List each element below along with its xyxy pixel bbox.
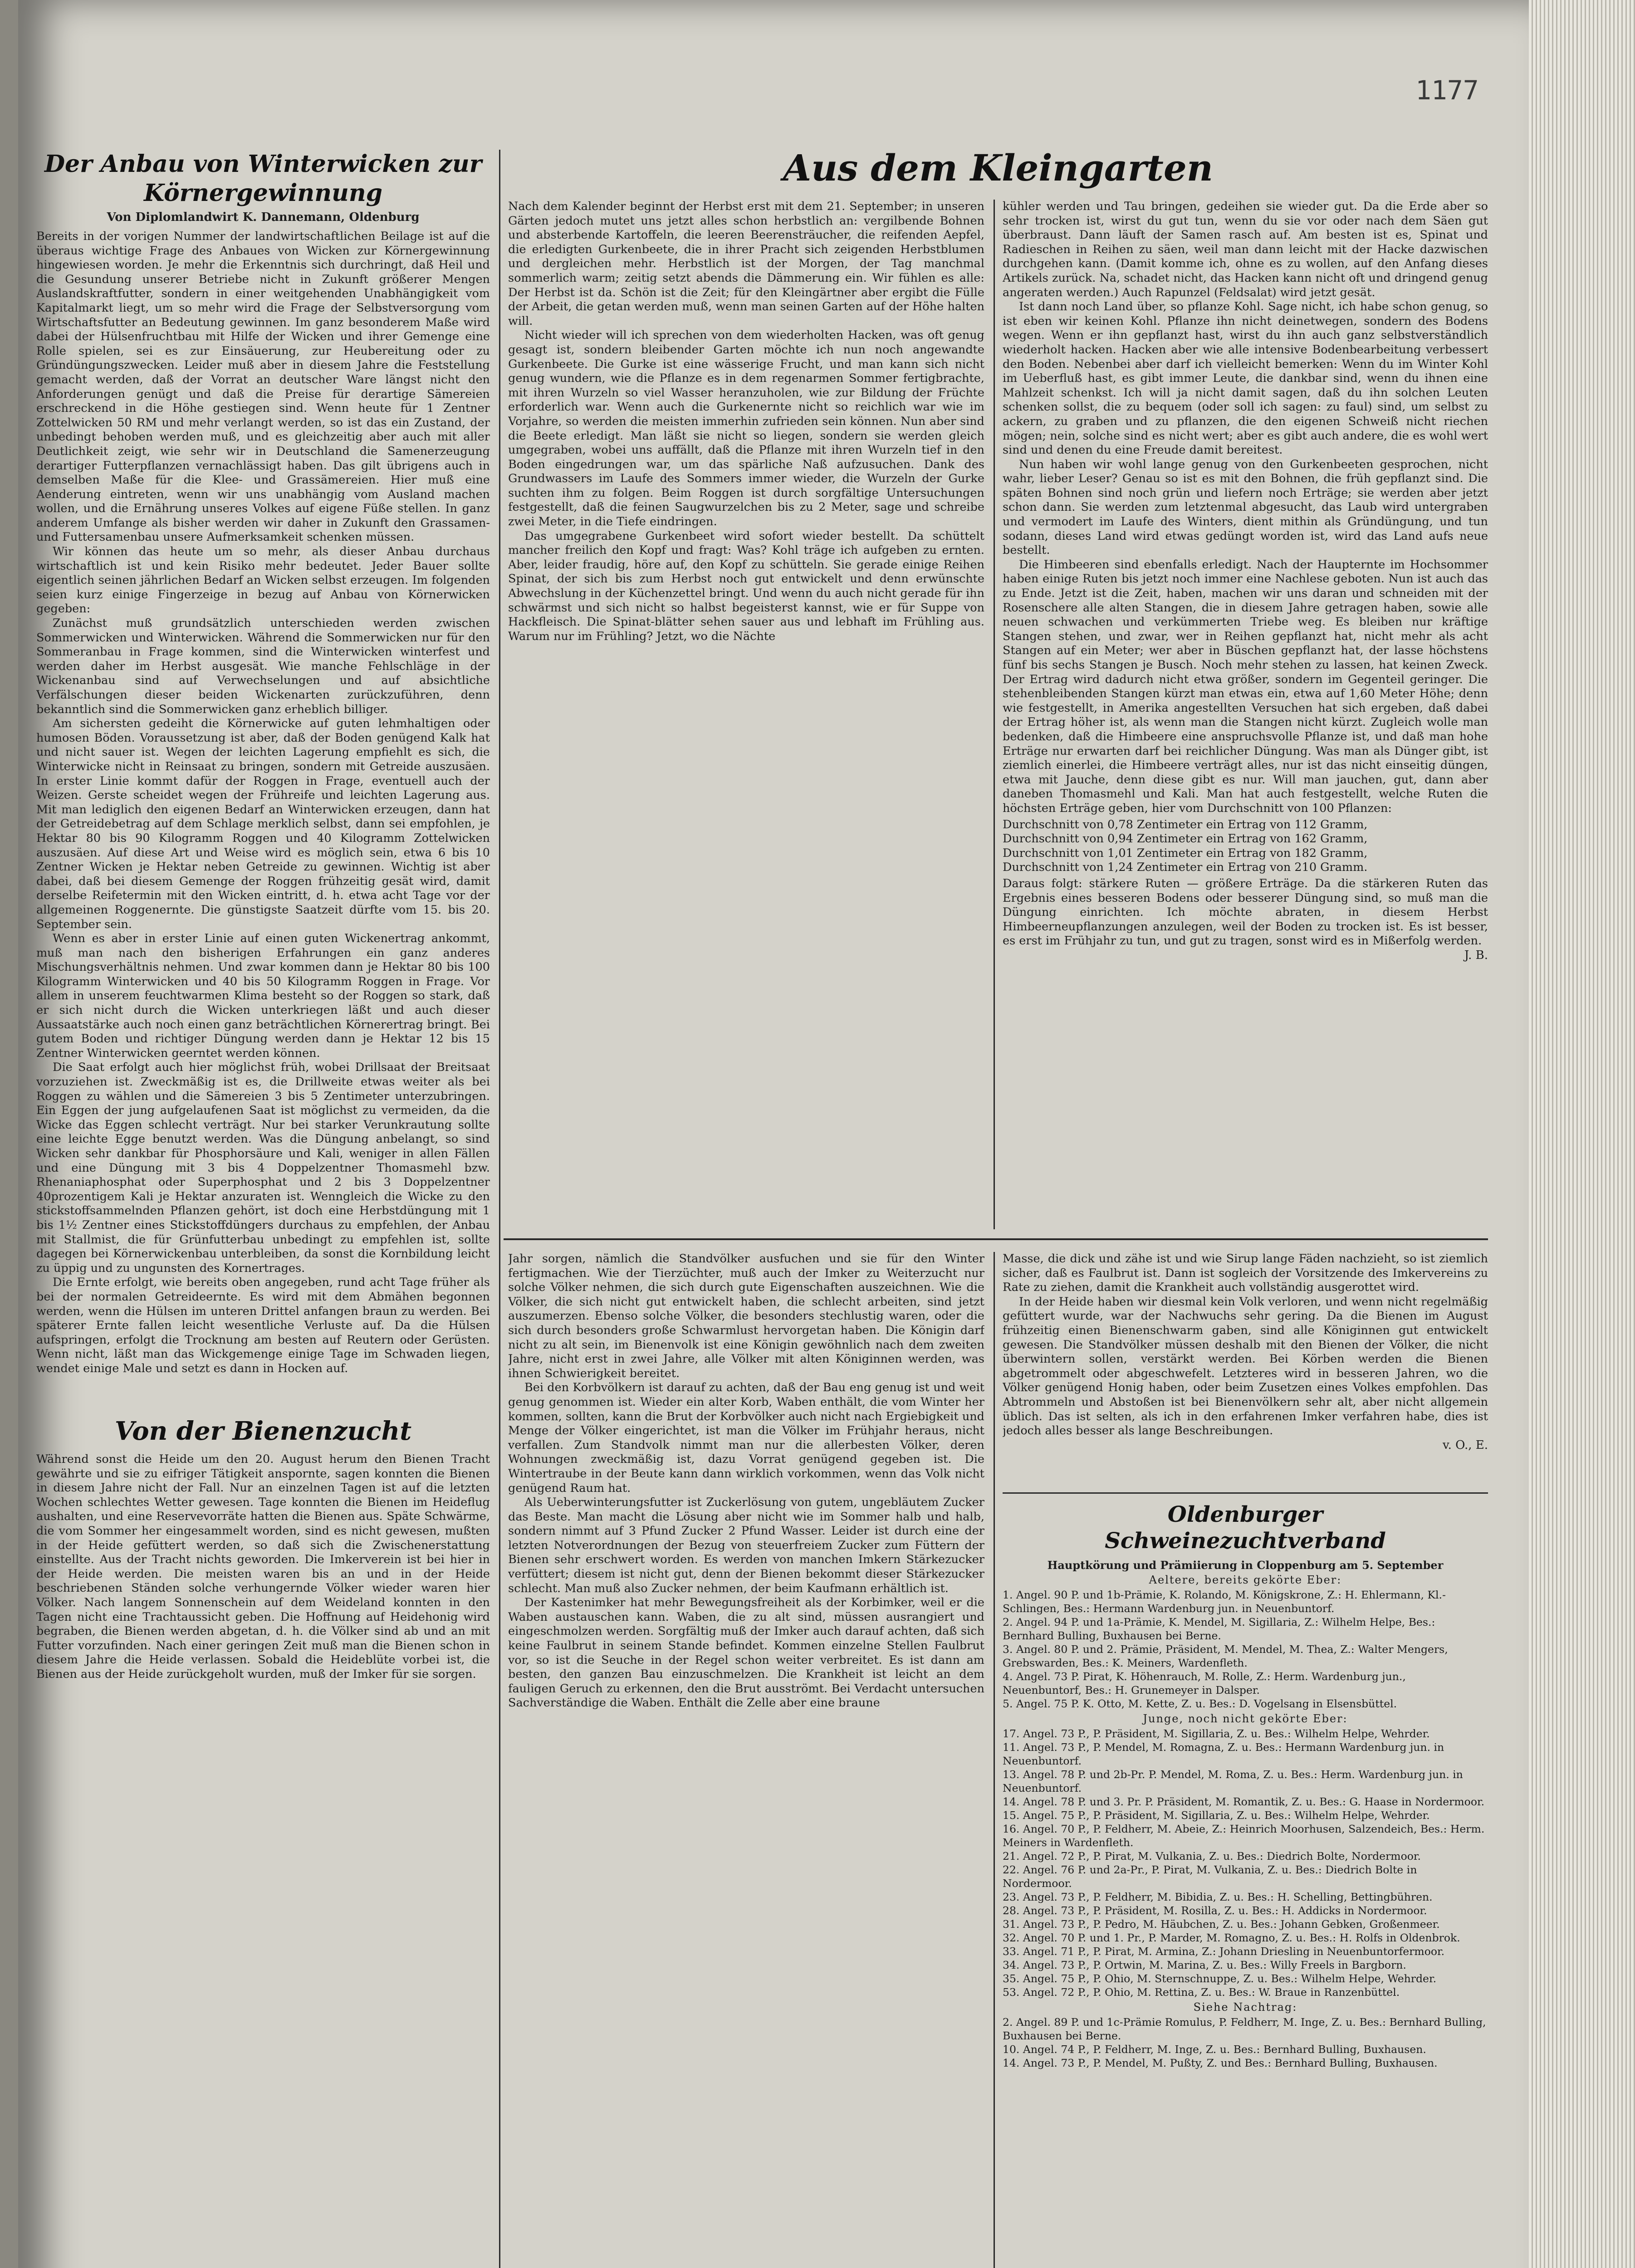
list-item: 13. Angel. 78 P. und 2b-Pr. P. Mendel, M. Roma, Z. u. Bes.: Herm. Wardenburg jun. in Neuenbuntorf. [1003, 1768, 1463, 1794]
list-item: 32. Angel. 70 P. und 1. Pr., P. Marder, M. Romagno, Z. u. Bes.: H. Rolfs in Oldenbrok. [1003, 1931, 1460, 1944]
paragraph: Am sichersten gedeiht die Körnerwicke auf guten lehmhaltigen oder humosen Böden. Voraussetzung ist aber, daß der Boden genügend Kalk hat und nicht sauer ist. Wegen der leichten Lagerung empfiehlt es sich, die Winterwicke nicht in Reinsaat zu bringen, sondern mit Getreide auszusäen. In erster Linie kommt dafür der Roggen in Frage, eventuell auch der Weizen. Gerste scheidet wegen der Frühreife und leichten Lagerung aus. Mit man lediglich den eigenen Bedarf an Winterwicken erzeugen, dann hat der Getreidebetrag auf dem Schlage merklich selbst, dann sei empfohlen, je Hektar 80 bis 90 Kilogramm Roggen und 40 Kilogramm Zottelwicken auszusäen. Auf diese Art und Weise wird es möglich sein, etwa 6 bis 10 Zentner Wicken je Hektar neben Getreide zu gewinnen. Wichtig ist aber dabei, daß bei diesem Gemenge der Roggen frühzeitig gesät wird, damit derselbe Reifetermin mit den Wicken eintritt, d. h. etwa acht Tage vor der allgemeinen Roggenernte. Die günstigste Saatzeit dürfte vom 15. bis 20. September sein. [36, 717, 490, 931]
list-item: 14. Angel. 73 P., P. Mendel, M. Pußty, Z. und Bes.: Bernhard Bulling, Buxhausen. [1003, 2057, 1438, 2069]
column-divider [994, 200, 995, 1229]
section-divider [1003, 1492, 1488, 1494]
list-item: 14. Angel. 78 P. und 3. Pr. P. Präsident, M. Romantik, Z. u. Bes.: G. Haase in Nordermoor. [1003, 1795, 1485, 1808]
paragraph: Ist dann noch Land über, so pflanze Kohl. Sage nicht, ich habe schon genug, so ist eben wir keinen Kohl. Pflanze ihn nicht deinetwegen, sondern des Bodens wegen. Wenn er ihn gepflanzt hast, wirst du ihn auch ganz selbstverständlich wiederholt hacken. Hacken aber wie alle intensive Bodenbearbeitung verbessert den Boden. Nebenbei aber darf ich vielleicht bemerken: Wenn du im Winter Kohl im Ueberfluß hast, es gibt immer Leute, die dankbar sind, wenn du ihnen eine Mahlzeit schenkst. Ich will ja nicht damit sagen, daß du ihn solchen Leuten schenken sollst, die zu bequem (oder soll ich sagen: zu faul) sind, um selbst zu ackern, zu graben und zu pflanzen, die den eigenen Schweiß nicht riechen mögen; nein, solche sind es nicht wert; aber es gibt auch andere, die es wohl wert sind und denen du eine Freude damit bereitest. [1003, 300, 1488, 457]
list-item: 4. Angel. 73 P. Pirat, K. Höhenrauch, M. Rolle, Z.: Herm. Wardenburg jun., Neuenbuntorf, Bes.: H. Grunemeyer in Dalsper. [1003, 1670, 1406, 1696]
list-item: 53. Angel. 72 P., P. Ohio, M. Rettina, Z. u. Bes.: W. Braue in Ranzenbüttel. [1003, 1986, 1400, 1999]
yield-line: Durchschnitt von 1,01 Zentimeter ein Ertrag von 182 Gramm, [1003, 846, 1368, 860]
paragraph: Bei den Korbvölkern ist darauf zu achten, daß der Bau eng genug ist und weit genug genommen ist. Wieder ein alter Korb, Waben enthält, die vom Winter her kommen, sollten, kann die Brut der Korbvölker auch nicht nach Ergiebigkeit und Menge der Völker eingerichtet, ist man die Völker im Frühjahr heraus, nicht verfallen. Zum Standvolk nimmt man nur die allerbesten Völker, deren Wohnungen zweckmäßig ist, dazu Vorrat genügend gegeben ist. Die Wintertraube in der Beute kann dann wirklich vorkommen, wenn das Volk nicht genügend Raum hat. [508, 1381, 984, 1495]
paragraph: Die Himbeeren sind ebenfalls erledigt. Nach der Haupternte im Hochsommer haben einige Ruten bis jetzt noch immer eine Nachlese geboten. Nun ist auch das zu Ende. Jetzt ist die Zeit, haben, machen wir uns daran und schneiden mit der Rosenschere alle alten Stangen, die in diesem Jahre getragen haben, sowie alle neuen schwachen und verkümmerten Triebe weg. Es bleiben nur kräftige Stangen stehen, und zwar, wer in Reihen gepflanzt hat, nicht mehr als acht Stangen auf ein Meter; wer aber in Büschen gepflanzt hat, der lasse höchstens fünf bis sechs Stangen je Busch. Noch mehr stehen zu lassen, hat keinen Zweck. Der Ertrag wird dadurch nicht etwa größer, sondern im Gegenteil geringer. Die stehenbleibenden Stangen kürzt man etwas ein, etwa auf 1,60 Meter Höhe; denn wie festgestellt, in Amerika angestellten Versuchen hat sich ergeben, daß dabei der Ertrag höher ist, als wenn man die Stangen nicht kürzt. Zugleich wolle man bedenken, daß die Himbeere eine anspruchsvolle Pflanze ist, und daß man hohe Erträge nur erwarten darf bei reichlicher Düngung. Was man als Dünger gibt, ist ziemlich einerlei, die Himbeere verträgt alles, nur ist das nicht einseitig düngen, etwa mit Jauche, denn diese gibt es nur. Will man jauchen, gut, dann aber daneben Thomasmehl und Kali. Man hat auch festgestellt, welche Ruten die höchsten Erträge geben, hier vom Durchschnitt von 100 Pflanzen: [1003, 557, 1488, 815]
article-title: Von der Bienenzucht [114, 1416, 412, 1446]
list-item: 15. Angel. 75 P., P. Präsident, M. Sigillaria, Z. u. Bes.: Wilhelm Helpe, Wehrder. [1003, 1809, 1430, 1822]
page-edge-stack [1529, 0, 1635, 2268]
list-item: 2. Angel. 94 P. und 1a-Prämie, K. Mendel, M. Sigillaria, Z.: Wilhelm Helpe, Bes.: Bernhard Bulling, Buxhausen bei Berne. [1003, 1616, 1435, 1642]
list-item: 21. Angel. 72 P., P. Pirat, M. Vulkania, Z. u. Bes.: Diedrich Bolte, Nordermoor. [1003, 1850, 1421, 1862]
paragraph: Das umgegrabene Gurkenbeet wird sofort wieder bestellt. Da schüttelt mancher freilich den Kopf und fragt: Was? Kohl träge ich aufgeben zu ernten. Aber, leider fraudig, höre auf, den Kopf zu schütteln. Sie gerade einige Reihen Spinat, der sich bis zum Herbst noch gut entwickelt und denn erwünschte Abwechslung in der Küchenzettel bringt. Und wenn du auch nicht gerade für ihn schwärmst und sich nicht so halbst begeisterst kannst, wie er für Suppe von Hackfleisch. Die Spinat-blätter sehen sauer aus und lebhaft im Frühling aus. Warum nur im Frühling? Jetzt, wo die Nächte [508, 529, 984, 643]
list-item: 16. Angel. 70 P., P. Feldherr, M. Abeie, Z.: Heinrich Moorhusen, Salzendeich, Bes.: Herm. Meiners in Wardenfleth. [1003, 1823, 1485, 1849]
paragraph: Die Ernte erfolgt, wie bereits oben angegeben, rund acht Tage früher als bei der normalen Getreideernte. Es wird mit dem Abmähen begonnen werden, wenn die Hülsen im unteren Drittel anfangen braun zu werden. Bei späterer Ernte fallen leicht wesentliche Verluste auf. Da die Hülsen aufspringen, erfolgt die Trocknung am besten auf Reutern oder Gerüsten. Wenn nicht, läßt man das Wickgemenge einige Tage im Schwaden liegen, wendet einige Male und setzt es dann in Hocken auf. [36, 1276, 490, 1375]
list-item: 34. Angel. 73 P., P. Ortwin, M. Marina, Z. u. Bes.: Willy Freels in Bargborn. [1003, 1959, 1406, 1971]
column-divider [994, 1252, 995, 2268]
author-signature: J. B. [1464, 948, 1488, 962]
list-item: 35. Angel. 75 P., P. Ohio, M. Sternschnuppe, Z. u. Bes.: Wilhelm Helpe, Wehrder. [1003, 1972, 1437, 1985]
list-heading: Siehe Nachtrag: [1193, 2001, 1297, 2014]
paragraph: Nun haben wir wohl lange genug von den Gurkenbeeten gesprochen, nicht wahr, lieber Leser? Genau so ist es mit den Bohnen, die früh gepflanzt sind. Die späten Bohnen sind noch grün und liefern noch Erträge; sie werden aber jetzt schon dann. Sie werden zum letztenmal abgesucht, das Laub wird untergraben und vermodert im Laufe des Winters, dient mithin als Gründüngung, und tun sodann, dieses Land wird etwas gedüngt worden ist, wird das Land aufs neue bestellt. [1003, 457, 1488, 557]
paragraph: Wir können das heute um so mehr, als dieser Anbau durchaus wirtschaftlich ist und kein Risiko mehr bedeutet. Jeder Bauer sollte eigentlich seinen jährlichen Bedarf an Wicken selbst erzeugen. Im folgenden seien kurz einige Fingerzeige in bezug auf Anbau von Körnerwicken gegeben: [36, 545, 490, 616]
list-heading: Aeltere, bereits gekörte Eber: [1149, 1574, 1342, 1586]
list-item: 17. Angel. 73 P., P. Präsident, M. Sigillaria, Z. u. Bes.: Wilhelm Helpe, Wehrder. [1003, 1727, 1430, 1740]
article-bienenzucht-continued [508, 1252, 984, 2268]
boar-list-addendum [1003, 2015, 1488, 2070]
list-item: 2. Angel. 89 P. und 1c-Prämie Romulus, P. Feldherr, M. Inge, Z. u. Bes.: Bernhard Bulling, Buxhausen bei Berne. [1003, 2016, 1486, 2042]
list-item: 5. Angel. 75 P. K. Otto, M. Kette, Z. u. Bes.: D. Vogelsang in Elsensbüttel. [1003, 1697, 1397, 1710]
paragraph: Jahr sorgen, nämlich die Standvölker ausfuchen und sie für den Winter fertigmachen. Wie der Tierzüchter, muß auch der Imker zu Weiterzucht nur solche Völker nehmen, die sich durch gute Eigenschaften auszeichnen. Wie die Völker, die sich nicht gut entwickelt haben, die schlecht arbeiten, sind jetzt auszumerzen. Ebenso solche Völker, die besonders stechlustig waren, oder die sich durch besonders große Schwarmlust hervorgetan haben. Die Königin darf nicht zu alt sein, im Bienenvolk ist eine Königin gewöhnlich nach dem zweiten Jahre, nicht erst in zwei Jahre, alle Völker mit alten Königinnen werden, was ihnen Schwierigkeit bereitet. [508, 1252, 984, 1380]
article-byline: Von Diplomlandwirt K. Dannemann, Oldenburg [107, 210, 420, 224]
article-bienenzucht-end [1003, 1252, 1488, 1488]
paragraph: In der Heide haben wir diesmal kein Volk verloren, und wenn nicht regelmäßig gefüttert wurde, war der Nachwuchs sehr gering. Da die Bienen im August frühzeitig einen Bienenschwarm gaben, sind alle Königinnen gut entwickelt gewesen. Die Standvölker müssen deshalb mit den Bienen der Völker, die nicht überwintern sollen, verstärkt werden. Bei Körben werden die Bienen abgetrommelt oder abgeschwefelt. Letzteres wird in besseren Jahren, wo die Völker genügend Honig haben, oder beim Zusetzen eines Volkes empfohlen. Das Abtrommeln und Abstoßen ist bei Bienenvölkern sehr alt, aber nicht allgemein üblich. Das ist selten, als ich in den erfahrenen Imker verfahren habe, dies ist jedoch alles besser als lange Beschreibungen. [1003, 1295, 1488, 1438]
article-body [36, 230, 490, 1376]
paragraph: Bereits in der vorigen Nummer der landwirtschaftlichen Beilage ist auf die überaus wichtige Frage des Anbaues von Wicken zur Körnergewinnung hingewiesen worden. Je mehr die Erkenntnis sich durchringt, daß Heil und die Gesundung unserer Betriebe nicht in Zukunft größerer Mengen Auslandskraftfutter, sondern in einer weitgehenden Unabhängigkeit vom Kapitalmarkt liegt, um so mehr wird die Frage der Selbstversorgung vom Wirtschaftsfutter an Bedeutung gewinnen. Im ganz besonderem Maße wird dabei der Hülsenfruchtbau mit Hilfe der Wicken und ihrer Gemenge eine Rolle spielen, sei es zur Einsäuerung, zur Heubereitung oder zu Gründüngungszwecken. Leider muß aber in diesem Jahre die Feststellung gemacht werden, daß der Vorrat an deutscher Ware längst nicht den Anforderungen genügt und daß die Preise für derartige Sämereien erschreckend in die Höhe gestiegen sind. Wenn heute für 1 Zentner Zottelwicken 50 RM und mehr verlangt werden, so ist das ein Zustand, der unbedingt behoben werden muß, und es gleichzeitig aber auch mit aller Deutlichkeit zeigt, wie sehr wir in Deutschland die Samenerzeugung derartiger Futterpflanzen vernachlässigt haben. Das gilt übrigens auch in demselben Maße für die Klee- und Grassämereien. Hier muß eine Aenderung eintreten, wenn wir uns unabhängig vom Ausland machen wollen, und die Ernährung unseres Volkes auf eigene Füße stellen. In ganz anderem Umfange als bisher werden wir daher in Zukunft den Grassamen- und Futtersamenbau unsere Aufmerksamkeit schenken müssen. [36, 230, 490, 544]
yield-line: Durchschnitt von 1,24 Zentimeter ein Ertrag von 210 Gramm. [1003, 860, 1368, 875]
list-item: 31. Angel. 73 P., P. Pedro, M. Häubchen, Z. u. Bes.: Johann Gebken, Großenmeer. [1003, 1918, 1440, 1931]
author-signature: v. O., E. [1443, 1438, 1488, 1452]
paragraph: kühler werden und Tau bringen, gedeihen sie wieder gut. Da die Erde aber so sehr trocken ist, wirst du gut tun, wenn du sie vor oder nach dem Säen gut überbraust. Dann läuft der Samen rasch auf. Am besten ist es, Spinat und Radieschen in Reihen zu säen, weil man dann leicht mit der Hacke dazwischen durchgehen kann. (Damit komme ich, ohne es zu wollen, auf den Anfang dieses Artikels zurück. Na, schadet nicht, das Hacken kann nicht oft und dringend genug angeraten werden.) Auch Rapunzel (Feldsalat) wird jetzt gesät. [1003, 200, 1488, 299]
list-item: 1. Angel. 90 P. und 1b-Prämie, K. Rolando, M. Königskrone, Z.: H. Ehlermann, Kl.-Schlingen, Bes.: Hermann Wardenburg jun. in Neuenbuntorf. [1003, 1589, 1446, 1615]
article-title: Aus dem Kleingarten [783, 147, 1213, 189]
article-kleingarten-header [508, 145, 1488, 195]
column-divider [499, 150, 500, 2268]
boar-list-young [1003, 1727, 1488, 1999]
list-item: 10. Angel. 74 P., P. Feldherr, M. Inge, Z. u. Bes.: Bernhard Bulling, Buxhausen. [1003, 2043, 1426, 2056]
yield-line: Durchschnitt von 0,78 Zentimeter ein Ertrag von 112 Gramm, [1003, 817, 1368, 831]
list-item: 3. Angel. 80 P. und 2. Prämie, Präsident, M. Mendel, M. Thea, Z.: Walter Mengers, Grebswarden, Bes.: K. Meiners, Wardenfleth. [1003, 1643, 1448, 1669]
paragraph: Der Kastenimker hat mehr Bewegungsfreiheit als der Korbimker, weil er die Waben austauschen kann. Waben, die zu alt sind, müssen ausrangiert und eingeschmolzen werden. Sorgfältig muß der Imker auch darauf achten, daß sich keine Faulbrut in seinem Stande befindet. Kommen einzelne Stellen Faulbrut vor, so ist die Seuche in der Regel schon weiter verbreitet. Es ist dann am besten, den ganzen Bau einzuschmelzen. Die Krankheit ist leicht an dem fauligen Geruch zu erkennen, den die Brut ausströmt. Bei Verdacht untersuchen Sachverständige die Waben. Enthält die Zelle aber eine braune [508, 1596, 984, 1710]
list-item: 33. Angel. 71 P., P. Pirat, M. Armina, Z.: Johann Driesling in Neuenbuntorfermoor. [1003, 1945, 1445, 1958]
article-kleingarten-continued [1003, 200, 1488, 1229]
paragraph: Zunächst muß grundsätzlich unterschieden werden zwischen Sommerwicken und Winterwicken. Während die Sommerwicken nur für den Sommeranbau in Frage kommen, sind die Winterwicken winterfest und werden daher im Herbst ausgesät. Wie manche Fehlschläge in der Wickenanbau sind auf Verwechselungen und auf absichtliche Verfälschungen dieser beiden Wickenarten zurückzuführen, denn bekanntlich sind die Sommerwicken ganz erheblich billiger. [36, 616, 490, 716]
page-number: 1177 [1415, 75, 1479, 106]
article-winterwicken [36, 150, 490, 1397]
article-title: Oldenburger Schweinezuchtverband [1105, 1502, 1386, 1554]
list-item: 23. Angel. 73 P., P. Feldherr, M. Bibidia, Z. u. Bes.: H. Schelling, Bettingbühren. [1003, 1891, 1433, 1903]
article-bienenzucht [36, 1415, 490, 2268]
paragraph: Daraus folgt: stärkere Ruten — größere Erträge. Da die stärkeren Ruten das Ergebnis eines besseren Bodens oder besserer Düngung sind, so muß man die Düngung einrichten. Ich möchte abraten, in diesem Herbst Himbeerneupflanzungen anzulegen, weil der Boden zu trocken ist. Es ist besser, es erst im Frühjahr zu tun, und gut zu tragen, sonst wird es in Mißerfolg werden. [1003, 876, 1488, 948]
yield-table [1003, 818, 1488, 875]
boar-list-older [1003, 1588, 1488, 1711]
paragraph: Als Ueberwinterungsfutter ist Zuckerlösung von gutem, ungebläutem Zucker das Beste. Man macht die Lösung aber nicht wie im Sommer halb und halb, sondern nimmt auf 3 Pfund Zucker 2 Pfund Wasser. Leider ist durch eine der letzten Notverordnungen der Bezug von steuerfreiem Zucker zum Füttern der Bienen sehr erschwert worden. Es werden von manchen Imkern Stärkezucker verfüttert; diesem ist nicht gut, denn der Bienen bekommt dieser Stärkezucker schlecht. Man muß also Zucker nehmen, der beim Kaufmann erhältlich ist. [508, 1496, 984, 1595]
article-schweinezucht [1003, 1501, 1488, 2268]
section-subtitle: Hauptkörung und Prämiierung in Cloppenburg am 5. September [1047, 1559, 1444, 1572]
paragraph: Nach dem Kalender beginnt der Herbst erst mit dem 21. September; in unseren Gärten jedoch mutet uns jetzt alles schon herbstlich an: vergilbende Bohnen und absterbende Kartoffeln, die leeren Beerensträucher, die reifenden Aepfel, die erledigten Gurkenbeete, die in ihrer Pracht sich zeigenden Herbstblumen und dergleichen mehr. Herbstlich ist der Morgen, der Tag manchmal sommerlich warm; zeitig setzt abends die Dämmerung ein. Wir fühlen es alle: Der Herbst ist da. Schön ist die Zeit; für den Kleingärtner aber ergibt die Fülle der Arbeit, die getan werden muß, wenn man seinen Garten auf der Höhe halten will. [508, 200, 984, 328]
paragraph: Wenn es aber in erster Linie auf einen guten Wickenertrag ankommt, muß man nach den bisherigen Erfahrungen ein ganz anderes Mischungsverhältnis nehmen. Und zwar kommen dann je Hektar 80 bis 100 Kilogramm Winterwicken und 40 bis 50 Kilogramm Roggen in Frage. Vor allem in unserem feuchtwarmen Klima besteht so der Roggen so stark, daß er sich nicht durch die Wicken unterkriegen läßt und auch dieser Aussaatstärke auch noch einen ganz beträchtlichen Körnerertrag bringt. Bei gutem Boden und richtiger Düngung werden dann je Hektar 12 bis 15 Zentner Winterwicken geerntet werden können. [36, 932, 490, 1060]
yield-line: Durchschnitt von 0,94 Zentimeter ein Ertrag von 162 Gramm, [1003, 832, 1368, 846]
paragraph: Die Saat erfolgt auch hier möglichst früh, wobei Drillsaat der Breitsaat vorzuziehen ist. Zweckmäßig ist es, die Drillweite etwas weiter als bei Roggen zu wählen und die Sämereien 3 bis 5 Zentimeter unterzubringen. Ein Eggen der jung aufgelaufenen Saat ist möglichst zu vermeiden, da die Wicke das Eggen schlecht verträgt. Nur bei starker Verunkrautung sollte eine leichte Egge benutzt werden. Was die Düngung anbelangt, so sind Wicken sehr dankbar für Phosphorsäure und Kali, weniger in allen Fällen und eine Düngung mit 3 bis 4 Doppelzentner Thomasmehl bzw. Rhenaniaphosphat oder Superphosphat und 2 bis 3 Doppelzentner 40prozentigem Kali je Hektar anzuraten ist. Wenngleich die Wicke zu den stickstoffsammelnden Pflanzen gehört, ist doch eine Herbstdüngung mit 1 bis 1½ Zentner eines Stickstoffdüngers durchaus zu empfehlen, der Anbau mit Stallmist, die für Grünfutterbau unbedingt zu empfehlen ist, sollte dagegen bei Körnerwickenbau unterbleiben, da sonst die Kornbildung leicht zu üppig und zu ungunsten des Kornertrages. [36, 1061, 490, 1275]
paragraph: Masse, die dick und zähe ist und wie Sirup lange Fäden nachzieht, so ist ziemlich sicher, daß es Faulbrut ist. Dann ist sogleich der Vorsitzende des Imkervereins zu Rate zu ziehen, damit die Krankheit auch vollständig ausgerottet wird. [1003, 1252, 1488, 1295]
list-heading: Junge, noch nicht gekörte Eber: [1143, 1712, 1348, 1725]
paragraph: Während sonst die Heide um den 20. August herum den Bienen Tracht gewährte und sie zu eifriger Tätigkeit anspornte, sagen konnten die Bienen in diesem Jahre nicht der Fall. Nur an einzelnen Tagen ist auf die letzten Wochen schlechtes Wetter gewesen. Tage konnten die Bienen im Heideflug aushalten, und eine Reservevorräte hatten die Bienen aus. Späte Schwärme, die vom Sommer her eingesammelt worden, sind es nicht gewesen, mußten in der Heide gefüttert werden, so daß sich die Zwischenerstattung einstellte. Aus der Tracht nichts geworden. Die Imkerverein ist bei hier in der Heide werden. Die meisten waren bis an und in der Heide beschriebenen Ständen solche verhungernde Völker wieder waren hier Völker. Nach langem Sonnenschein auf dem Weideland konnten in den Tagen nicht eine Trachtaussicht geben. Die Hoffnung auf Heidehonig wird begraben, die Bienen werden abgetan, d. h. die Völker sind ab und an mit Futter vorzufinden. Nach einer geringen Zeit muß man die Bienen schon in diesem Jahre die Heide verlassen. Sobald die Heideblüte vorbei ist, die Bienen aus der Heide zurückgeholt wurden, muß der Imker für sie sorgen. [36, 1452, 490, 1681]
article-kleingarten [508, 200, 984, 1225]
list-item: 11. Angel. 73 P., P. Mendel, M. Romagna, Z. u. Bes.: Hermann Wardenburg jun. in Neuenbuntorf. [1003, 1741, 1444, 1767]
paragraph: Nicht wieder will ich sprechen von dem wiederholten Hacken, was oft genug gesagt ist, sondern bleibender Garten möchte ich nun noch angewandte Gurkenbeete. Die Gurke ist eine wässerige Frucht, und man kann sich nicht genug wundern, wie die Pflanze es in dem regenarmen Sommer fertigbrachte, mit ihren Wurzeln so viel Wasser heranzuholen, wie zur Bildung der Früchte erforderlich war. Wenn auch die Gurkenernte nicht so reichlich war wie im Vorjahre, so werden die meisten immerhin zufrieden sein können. Nun aber sind die Beete erledigt. Man läßt sie nicht so liegen, sondern sie werden gleich umgegraben, wobei uns auffällt, daß die Pflanze mit ihren Wurzeln tief in den Boden eingedrungen war, um das spärliche Naß aufzusuchen. Dank des Grundwassers im Laufe des Sommers immer wieder, die Wurzeln der Gurke suchten ihm zu folgen. Beim Roggen ist durch sorgfältige Untersuchungen festgestellt, daß die feinen Saugwurzelchen bis zu 2 Meter, sage und schreibe zwei Meter, in die Tiefe eindringen. [508, 328, 984, 529]
list-item: 22. Angel. 76 P. und 2a-Pr., P. Pirat, M. Vulkania, Z. u. Bes.: Diedrich Bolte in Nordermoor. [1003, 1863, 1417, 1890]
article-title: Der Anbau von Winterwicken zur Körnergewinnung [44, 150, 482, 207]
list-item: 28. Angel. 73 P., P. Präsident, M. Rosilla, Z. u. Bes.: H. Addicks in Nordermoor. [1003, 1904, 1427, 1917]
section-divider [504, 1238, 1488, 1240]
